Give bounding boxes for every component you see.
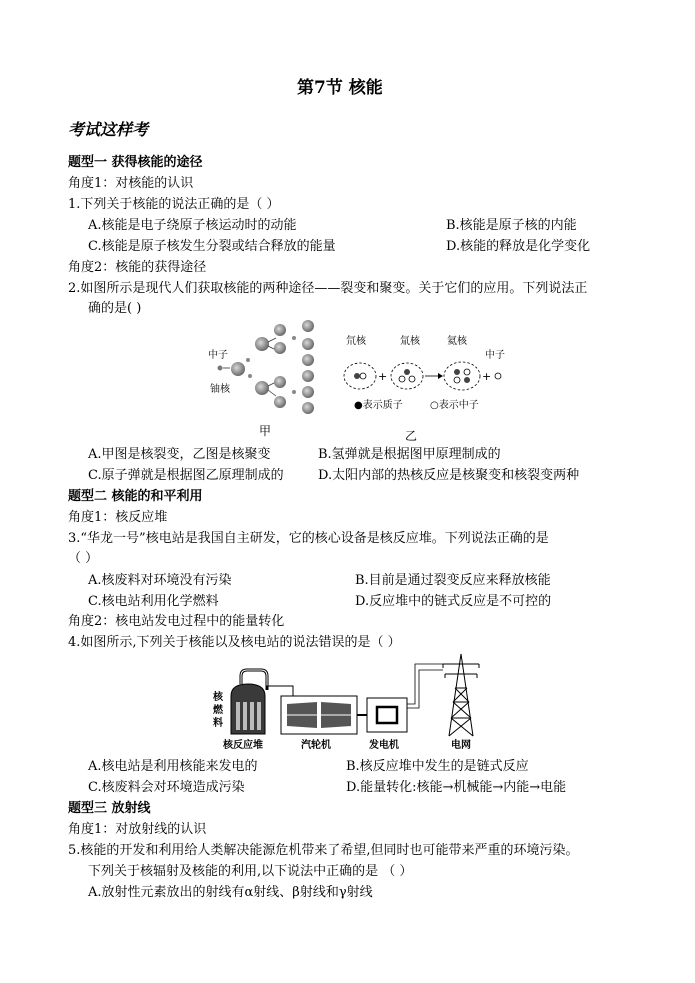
type1-angle2: 角度2：核能的获得途径 [68,260,207,275]
q4-stem: 4.如图所示,下列关于核能以及核电站的说法错误的是（ ） [68,635,401,650]
type2-angle1: 角度1：核反应堆 [68,510,168,525]
q2-option-b: B.氢弹就是根据图甲原理制成的 [318,447,501,462]
q5-stem-line2: 下列关于核辐射及核能的利用,以下说法中正确的是 （ ） [88,864,413,879]
q2-option-c: C.原子弹就是根据图乙原理制成的 [88,468,284,483]
fuel-label-1: 核 [213,692,223,703]
tritium-label: 氚核 [400,336,420,347]
q4-option-d: D.能量转化:核能→机械能→内能→电能 [346,780,567,795]
turbine-label: 汽轮机 [301,740,331,751]
fission-fragment-1 [255,337,269,351]
q1-option-a: A.核能是电子绕原子核运动时的动能 [88,218,297,233]
q3-option-c: C.核电站利用化学燃料 [88,594,219,609]
type3-angle1: 角度1：对放射线的认识 [68,822,207,837]
grid-label: 电网 [451,740,471,751]
fission-neutron-label: 中子 [208,350,228,361]
legend-proton: ●表示质子 [354,400,403,411]
fission-fragment-2 [255,381,269,395]
q2-stem-line2: 确的是( ) [88,301,142,316]
fission-caption: 甲 [259,424,272,438]
q5-option-a: A.放射性元素放出的射线有α射线、β射线和γ射线 [88,885,373,900]
q2-option-d: D.太阳内部的热核反应是核聚变和核裂变两种 [318,468,580,483]
svg-text:+: + [378,370,388,383]
q4-option-c: C.核废料会对环境造成污染 [88,780,245,795]
q3-stem-line1: 3.“华龙一号”核电站是我国自主研发，它的核心设备是核反应堆。下列说法正确的是 [68,531,549,546]
q4-option-a: A.核电站是利用核能来发电的 [88,759,258,774]
q3-option-d: D.反应堆中的链式反应是不可控的 [355,594,552,609]
helium-label: 氦核 [447,336,467,347]
type2-heading: 题型二 核能的和平利用 [68,489,203,504]
generator [367,698,407,732]
section-heading: 考试这样考 [68,120,149,139]
incoming-neutron [218,366,223,371]
q4-option-b: B.核反应堆中发生的是链式反应 [346,759,529,774]
type1-heading: 题型一 获得核能的途径 [68,155,203,170]
page-title: 第7节 核能 [297,78,383,98]
q1-option-d: D.核能的释放是化学变化 [446,239,591,254]
fuel-label-2: 燃 [213,705,223,716]
fission-diagram [200,316,330,416]
q1-option-b: B.核能是原子核的内能 [446,218,577,233]
q1-option-c: C.核能是原子核发生分裂或结合释放的能量 [88,239,336,254]
reactor-label: 核反应堆 [223,740,263,751]
legend-neutron: ○表示中子 [430,400,479,411]
uranium-label: 铀核 [210,384,230,395]
type3-heading: 题型三 放射线 [68,801,151,816]
type1-angle1: 角度1：对核能的认识 [68,176,194,191]
fusion-neutron-label: 中子 [485,350,505,361]
power-plant-diagram [205,652,505,754]
turbine [281,696,357,734]
fuel-label-3: 料 [213,718,223,729]
reactor [231,670,267,734]
type2-angle2: 角度2：核电站发电过程中的能量转化 [68,614,285,629]
svg-text:+: + [482,370,492,383]
fusion-caption: 乙 [405,429,418,443]
fusion-diagram [340,328,520,414]
q3-stem-line2: （ ） [68,551,99,566]
uranium-nucleus [231,362,245,376]
q5-stem-line1: 5.核能的开发和利用给人类解决能源危机带来了希望,但同时也可能带来严重的环境污染。 [68,843,579,858]
transmission-tower [443,654,479,736]
deuterium-label: 氘核 [346,336,366,347]
q1-stem: 1.下列关于核能的说法正确的是（ ） [68,197,280,212]
q2-stem-line1: 2.如图所示是现代人们获取核能的两种途径——裂变和聚变。关于它们的应用。下列说法正 [68,281,588,296]
generator-label: 发电机 [369,740,399,751]
q3-option-a: A.核废料对环境没有污染 [88,573,232,588]
q3-option-b: B.目前是通过裂变反应来释放核能 [355,573,551,588]
q2-option-a: A.甲图是核裂变，乙图是核聚变 [88,447,271,462]
